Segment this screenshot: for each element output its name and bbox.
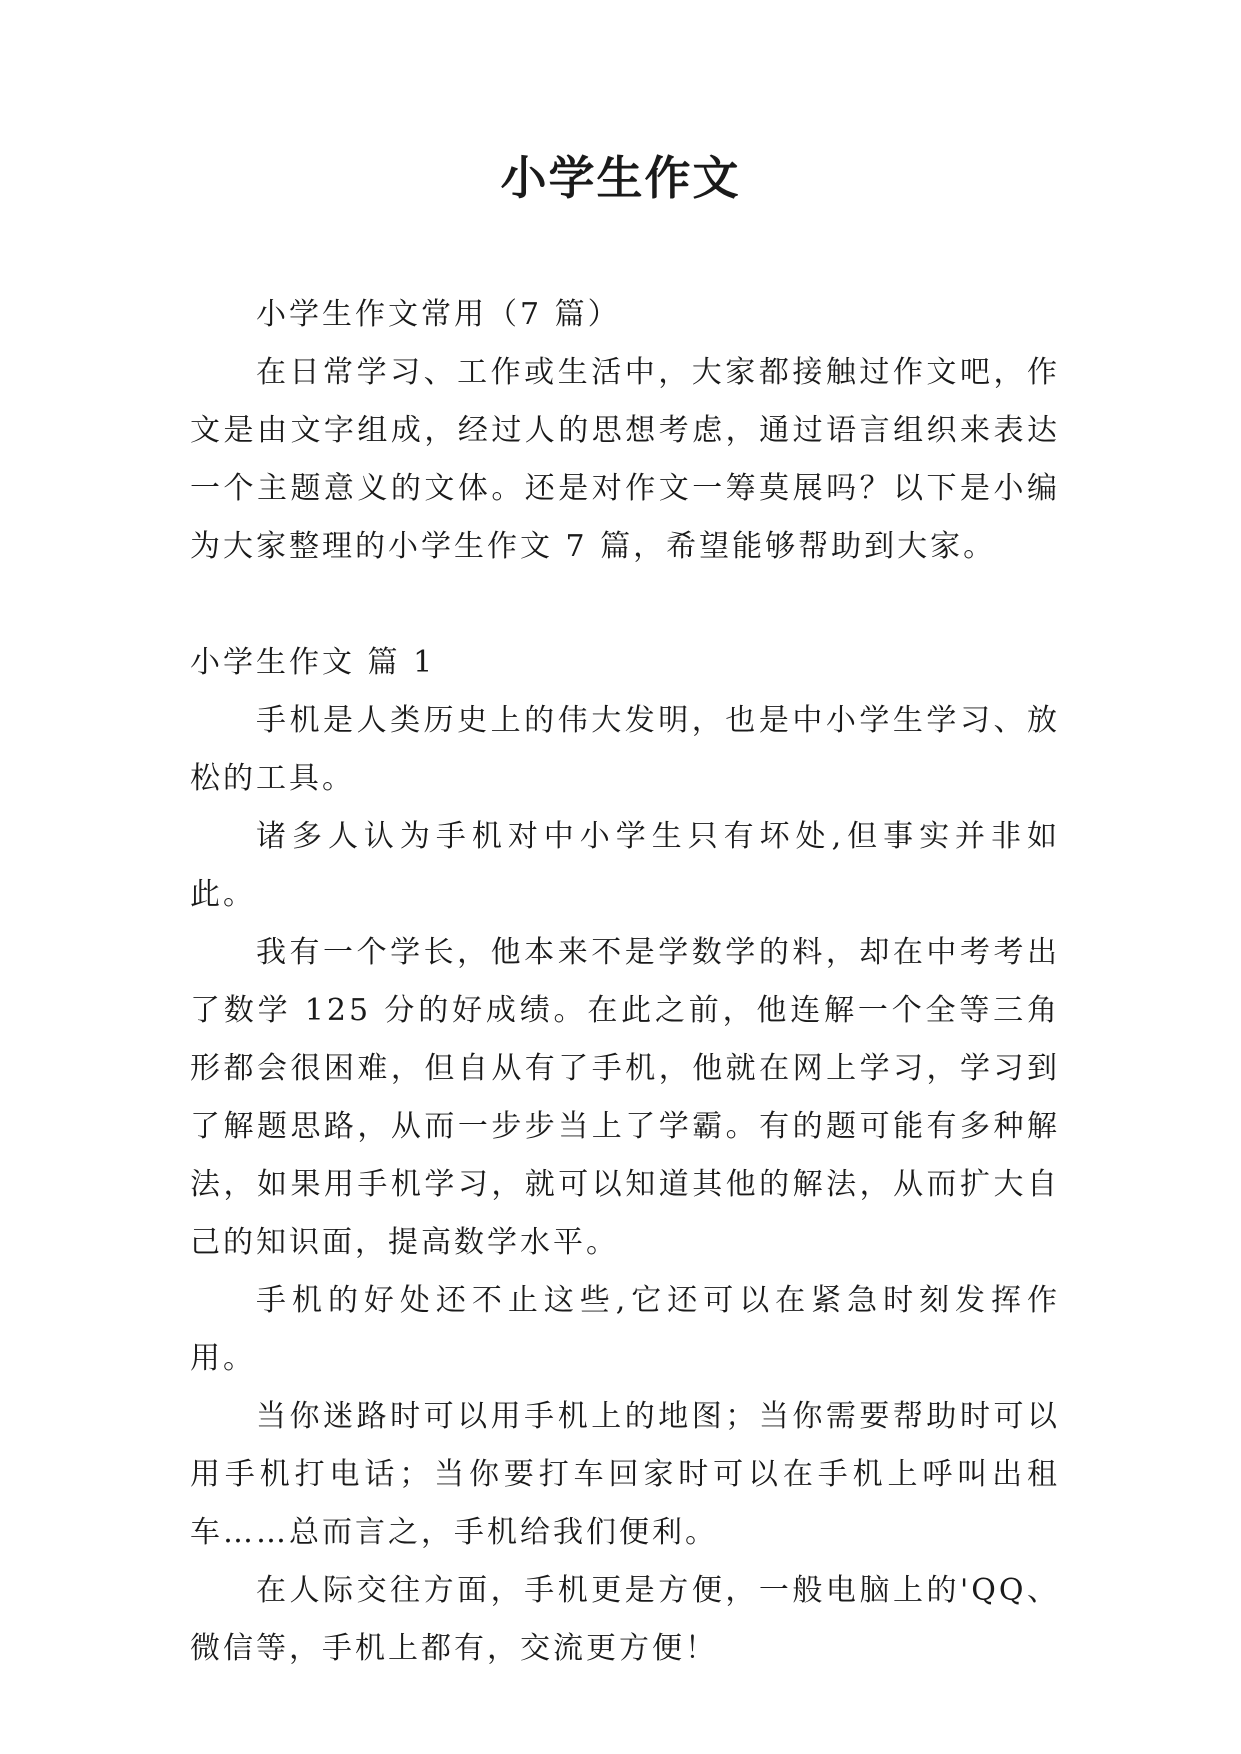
section-paragraph-6: 在人际交往方面，手机更是方便，一般电脑上的'QQ、微信等，手机上都有，交流更方便！ (190, 1573, 1060, 1666)
intro-paragraph: 在日常学习、工作或生活中，大家都接触过作文吧，作文是由文字组成，经过人的思想考虑，通过语言组织来表达一个主题意义的文体。还是对作文一筹莫展吗？以下是小编为大家整理的小学生作文 7 篇，希望能够帮助到大家。 (190, 355, 1060, 564)
section-paragraph-3: 我有一个学长，他本来不是学数学的料，却在中考考出了数学 125 分的好成绩。在此之前，他连解一个全等三角形都会很困难，但自从有了手机，他就在网上学习，学习到了解题思路，从而一步步当上了学霸。有的题可能有多种解法，如果用手机学习，就可以知道其他的解法，从而扩大自己的知识面，提高数学水平。 (190, 935, 1060, 1260)
section-paragraph-1: 手机是人类历史上的伟大发明，也是中小学生学习、放松的工具。 (190, 703, 1060, 796)
section-paragraph-5: 当你迷路时可以用手机上的地图；当你需要帮助时可以用手机打电话；当你要打车回家时可以在手机上呼叫出租车……总而言之，手机给我们便利。 (190, 1399, 1060, 1550)
section-heading: 小学生作文 篇 1 (190, 645, 436, 680)
section-paragraph-2: 诸多人认为手机对中小学生只有坏处,但事实并非如此。 (190, 819, 1060, 912)
document-body (190, 286, 1060, 1678)
document-subtitle: 小学生作文常用（7 篇） (256, 297, 621, 332)
document-title: 小学生作文 (500, 151, 741, 205)
section-spacer (190, 576, 1060, 634)
section-paragraph-4: 手机的好处还不止这些,它还可以在紧急时刻发挥作用。 (190, 1283, 1060, 1376)
